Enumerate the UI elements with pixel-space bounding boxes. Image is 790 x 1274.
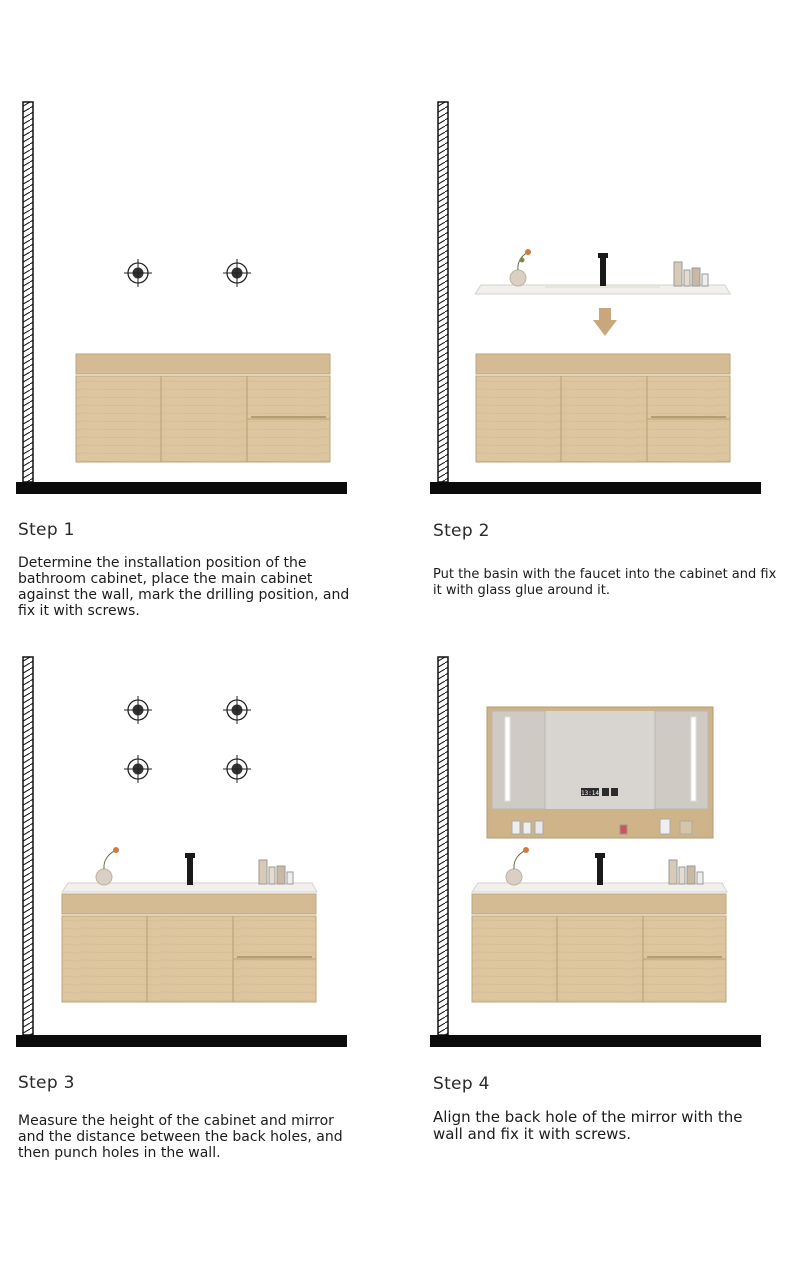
step-description: Determine the installation position of the bathroom cabinet, place the main cabinet against the wall, mark the drilling position, and fix it with screws.: [18, 555, 350, 619]
wall: [438, 657, 448, 1035]
floor: [16, 482, 347, 494]
step-title: Step 2: [433, 521, 490, 541]
step-description: Measure the height of the cabinet and mirror and the distance between the back holes, and then punch holes in the wall.: [18, 1113, 343, 1161]
down-arrow-icon: [593, 308, 617, 336]
step-1-illustration: [0, 90, 395, 510]
drill-mark: [124, 259, 152, 287]
drill-mark: [223, 259, 251, 287]
mirror-cabinet: [487, 707, 713, 838]
wall: [23, 102, 33, 482]
step-description: Align the back hole of the mirror with the wall and fix it with screws.: [433, 1108, 743, 1143]
step-title: Step 4: [433, 1074, 490, 1094]
wall: [23, 657, 33, 1035]
cabinet: [472, 894, 726, 1002]
drill-mark: [223, 755, 251, 783]
floor: [430, 1035, 761, 1047]
drill-mark: [124, 755, 152, 783]
floor: [430, 482, 761, 494]
cabinet: [476, 354, 730, 462]
cabinet: [62, 894, 316, 1002]
step-description: Put the basin with the faucet into the cabinet and fix it with glass glue around it.: [433, 567, 777, 598]
drill-mark: [124, 696, 152, 724]
step-1-panel: [0, 90, 395, 650]
step-3-panel: [0, 645, 395, 1205]
basin: [475, 249, 730, 294]
step-title: Step 3: [18, 1073, 75, 1093]
basin: [472, 847, 727, 892]
wall: [438, 102, 448, 482]
step-title: Step 1: [18, 520, 75, 540]
basin: [62, 847, 317, 892]
step-2-panel: [395, 90, 790, 650]
cabinet: [76, 354, 330, 462]
drill-mark: [223, 696, 251, 724]
step-4-illustration: [395, 645, 790, 1065]
floor: [16, 1035, 347, 1047]
step-2-illustration: [395, 90, 790, 510]
mirror-clock: 13:14: [580, 790, 600, 797]
step-4-panel: [395, 645, 790, 1205]
step-3-illustration: [0, 645, 395, 1065]
